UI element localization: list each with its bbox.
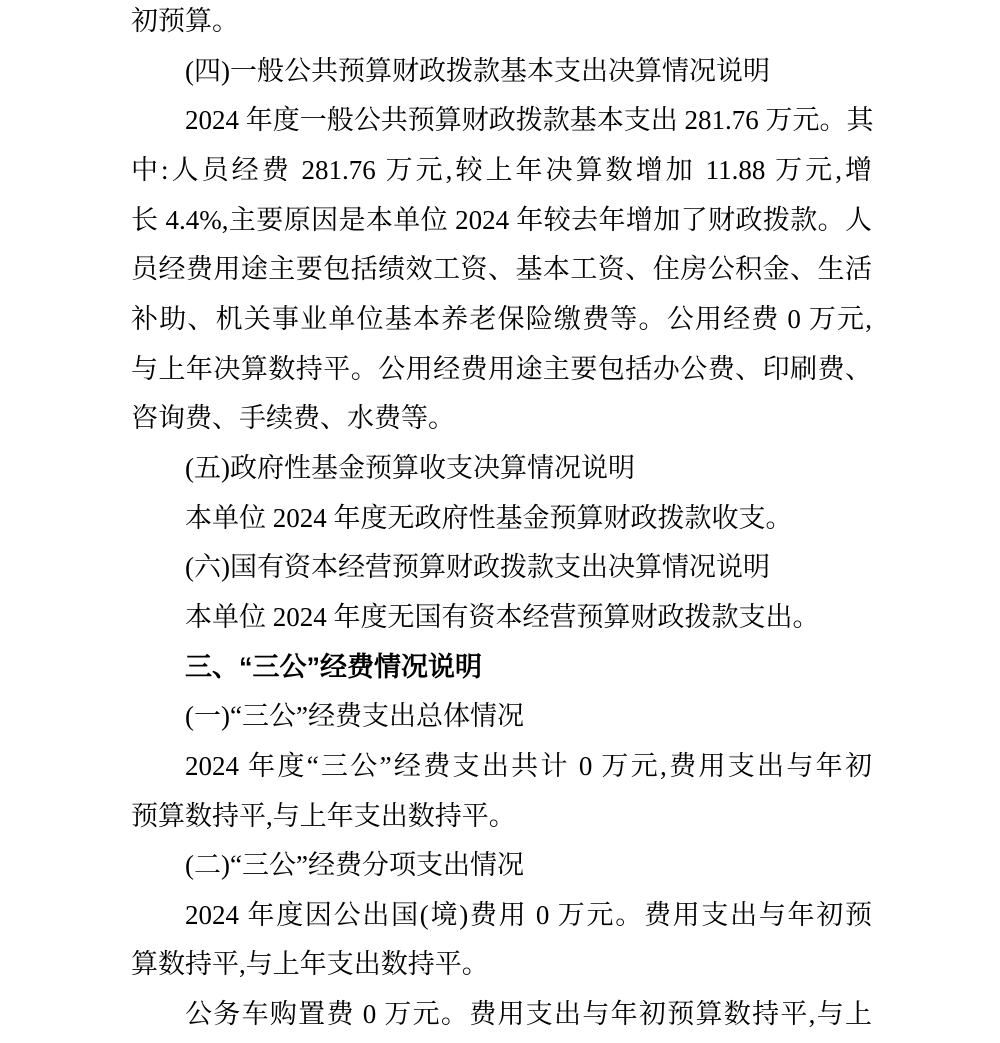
document-page <box>131 0 872 1040</box>
paragraph-line: 算数持平,与上年支出数持平。 <box>131 949 489 980</box>
subsection-heading: (四)一般公共预算财政拨款基本支出决算情况说明 <box>185 55 770 86</box>
paragraph-line: 预算数持平,与上年支出数持平。 <box>131 800 516 831</box>
subsection-heading: (二)“三公”经费分项支出情况 <box>185 850 524 881</box>
paragraph-line: 本单位 2024 年度无政府性基金预算财政拨款收支。 <box>185 502 793 533</box>
section-heading: 三、“三公”经费情况说明 <box>185 651 482 682</box>
paragraph-line: 2024 年度“三公”经费支出共计 0 万元,费用支出与年初 <box>185 750 872 781</box>
paragraph-line: 长 4.4%,主要原因是本单位 2024 年较去年增加了财政拨款。人 <box>131 204 872 235</box>
subsection-heading: (五)政府性基金预算收支决算情况说明 <box>185 452 635 483</box>
paragraph-line: 与上年决算数持平。公用经费用途主要包括办公费、印刷费、 <box>131 353 872 384</box>
paragraph-line: 员经费用途主要包括绩效工资、基本工资、住房公积金、生活 <box>131 254 872 285</box>
paragraph-line: 2024 年度因公出国(境)费用 0 万元。费用支出与年初预 <box>185 899 872 930</box>
paragraph-line: 本单位 2024 年度无国有资本经营预算财政拨款支出。 <box>185 601 820 632</box>
paragraph-line: 中:人员经费 281.76 万元,较上年决算数增加 11.88 万元,增 <box>131 154 872 185</box>
paragraph-line: 公务车购置费 0 万元。费用支出与年初预算数持平,与上 <box>185 999 872 1030</box>
subsection-heading: (一)“三公”经费支出总体情况 <box>185 701 524 732</box>
paragraph-line: 补助、机关事业单位基本养老保险缴费等。公用经费 0 万元, <box>131 303 872 334</box>
paragraph-line: 初预算。 <box>131 6 239 36</box>
paragraph-line: 咨询费、手续费、水费等。 <box>131 403 455 434</box>
subsection-heading: (六)国有资本经营预算财政拨款支出决算情况说明 <box>185 552 770 583</box>
paragraph-line: 2024 年度一般公共预算财政拨款基本支出 281.76 万元。其 <box>185 105 874 136</box>
